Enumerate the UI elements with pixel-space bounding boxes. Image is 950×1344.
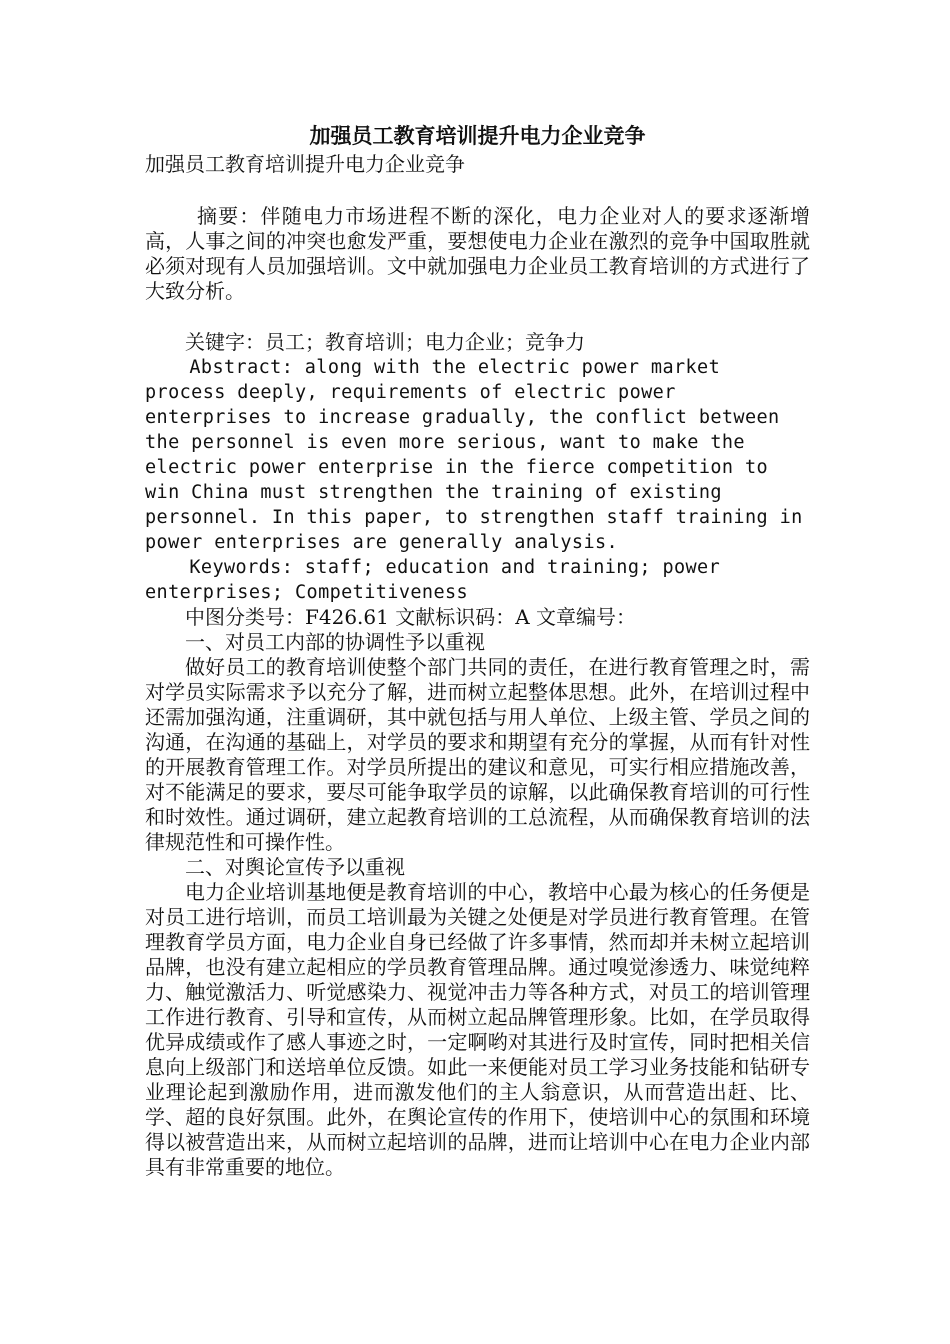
section-1-heading: 一、对员工内部的协调性予以重视 (185, 630, 485, 654)
document-page (145, 122, 810, 1180)
classification-line: 中图分类号：F426.61 文献标识码：A 文章编号： (185, 605, 637, 629)
document-subtitle: 加强员工教育培训提升电力企业竞争 (145, 152, 465, 176)
abstract-english: Abstract: along with the electric power market process deeply, requirements of electric power enterprises to increase gradually, the conflict between the personnel is even more serious, want to make the electric power enterprise in the fierce competition to win China must strengthen the training of existing personnel. In this paper, to strengthen staff training in power enterprises are generally analysis. (145, 357, 803, 553)
keywords-english: Keywords: staff; education and training; power enterprises; Competitiveness (145, 557, 721, 603)
section-2-heading: 二、对舆论宣传予以重视 (185, 855, 405, 879)
document-title: 加强员工教育培训提升电力企业竞争 (309, 123, 646, 148)
keywords-chinese: 关键字：员工；教育培训；电力企业；竞争力 (185, 330, 585, 354)
abstract-chinese: 摘要：伴随电力市场进程不断的深化，电力企业对人的要求逐渐增高，人事之间的冲突也愈发严重，要想使电力企业在激烈的竞争中国取胜就必须对现有人员加强培训。文中就加强电力企业员工教育培训的方式进行了大致分析。 (145, 204, 810, 303)
section-2-body: 电力企业培训基地便是教育培训的中心，教培中心最为核心的任务便是对员工进行培训，而员工培训最为关键之处便是对学员进行教育管理。在管理教育学员方面，电力企业自身已经做了许多事情，然而却并未树立起培训品牌，也没有建立起相应的学员教育管理品牌。通过嗅觉渗透力、味觉纯粹力、触觉激活力、听觉感染力、视觉冲击力等各种方式，对员工的培训管理工作进行教育、引导和宣传，从而树立起品牌管理形象。比如，在学员取得优异成绩或作了感人事迹之时，一定啊哟对其进行及时宣传，同时把相关信息向上级部门和送培单位反馈。如此一来便能对员工学习业务技能和钻研专业理论起到激励作用，进而激发他们的主人翁意识，从而营造出赶、比、学、超的良好氛围。此外，在舆论宣传的作用下，使培训中心的氛围和环境得以被营造出来，从而树立起培训的品牌，进而让培训中心在电力企业内部具有非常重要的地位。 (145, 880, 810, 1179)
section-1-body: 做好员工的教育培训使整个部门共同的责任，在进行教育管理之时，需对学员实际需求予以充分了解，进而树立起整体思想。此外，在培训过程中还需加强沟通，注重调研，其中就包括与用人单位、上级主管、学员之间的沟通，在沟通的基础上，对学员的要求和期望有充分的掌握，从而有针对性的开展教育管理工作。对学员所提出的建议和意见，可实行相应措施改善，对不能满足的要求，要尽可能争取学员的谅解，以此确保教育培训的可行性和时效性。通过调研，建立起教育培训的工总流程，从而确保教育培训的法律规范性和可操作性。 (145, 655, 810, 854)
